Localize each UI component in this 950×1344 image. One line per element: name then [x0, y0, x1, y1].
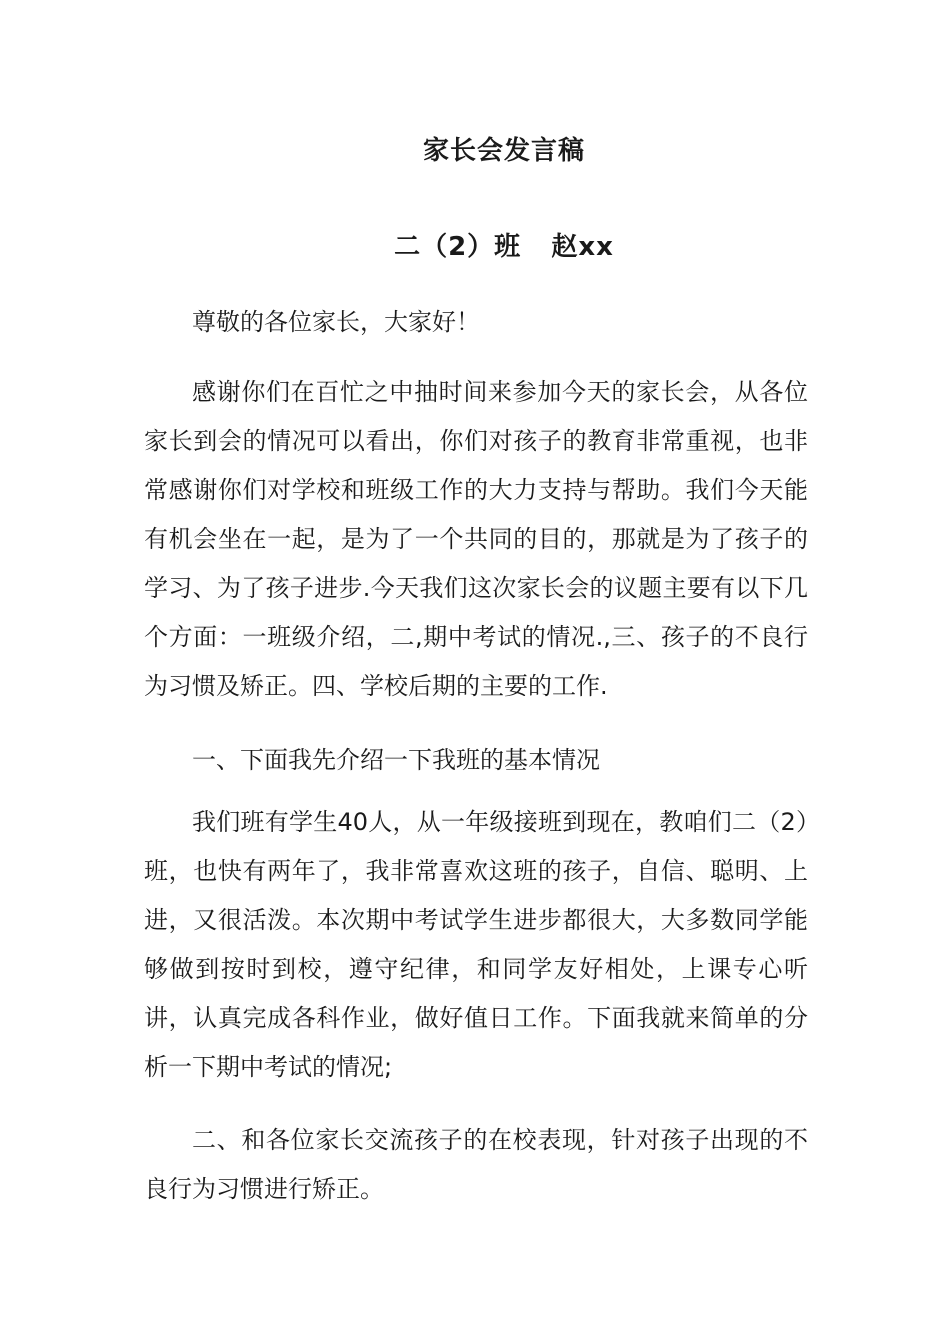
class-and-author: 二（2）班 赵xx: [394, 232, 614, 262]
class-overview-paragraph: 我们班有学生40人，从一年级接班到现在，教咱们二（2）班，也快有两年了，我非常喜欢这班的孩子，自信、聪明、上进，又很活泼。本次期中考试学生进步都很大，大多数同学能够做到按时到校，遵守纪律，和同学友好相处，上课专心听讲，认真完成各科作业，做好值日工作。下面我就来简单的分析一下期中考试的情况;: [144, 808, 808, 1081]
intro-paragraph: 感谢你们在百忙之中抽时间来参加今天的家长会，从各位家长到会的情况可以看出，你们对孩子的教育非常重视，也非常感谢你们对学校和班级工作的大力支持与帮助。我们今天能有机会坐在一起，是为了一个共同的目的，那就是为了孩子的学习、为了孩子进步.今天我们这次家长会的议题主要有以下几个方面：一班级介绍，二,期中考试的情况.,三、孩子的不良行为习惯及矫正。四、学校后期的主要的工作.: [144, 378, 808, 700]
section-1-heading: 一、下面我先介绍一下我班的基本情况: [192, 746, 600, 774]
document-title: 家长会发言稿: [422, 136, 585, 166]
section-2-paragraph: 二、和各位家长交流孩子的在校表现，针对孩子出现的不良行为习惯进行矫正。: [144, 1126, 808, 1203]
greeting-paragraph: 尊敬的各位家长，大家好！: [192, 308, 480, 336]
